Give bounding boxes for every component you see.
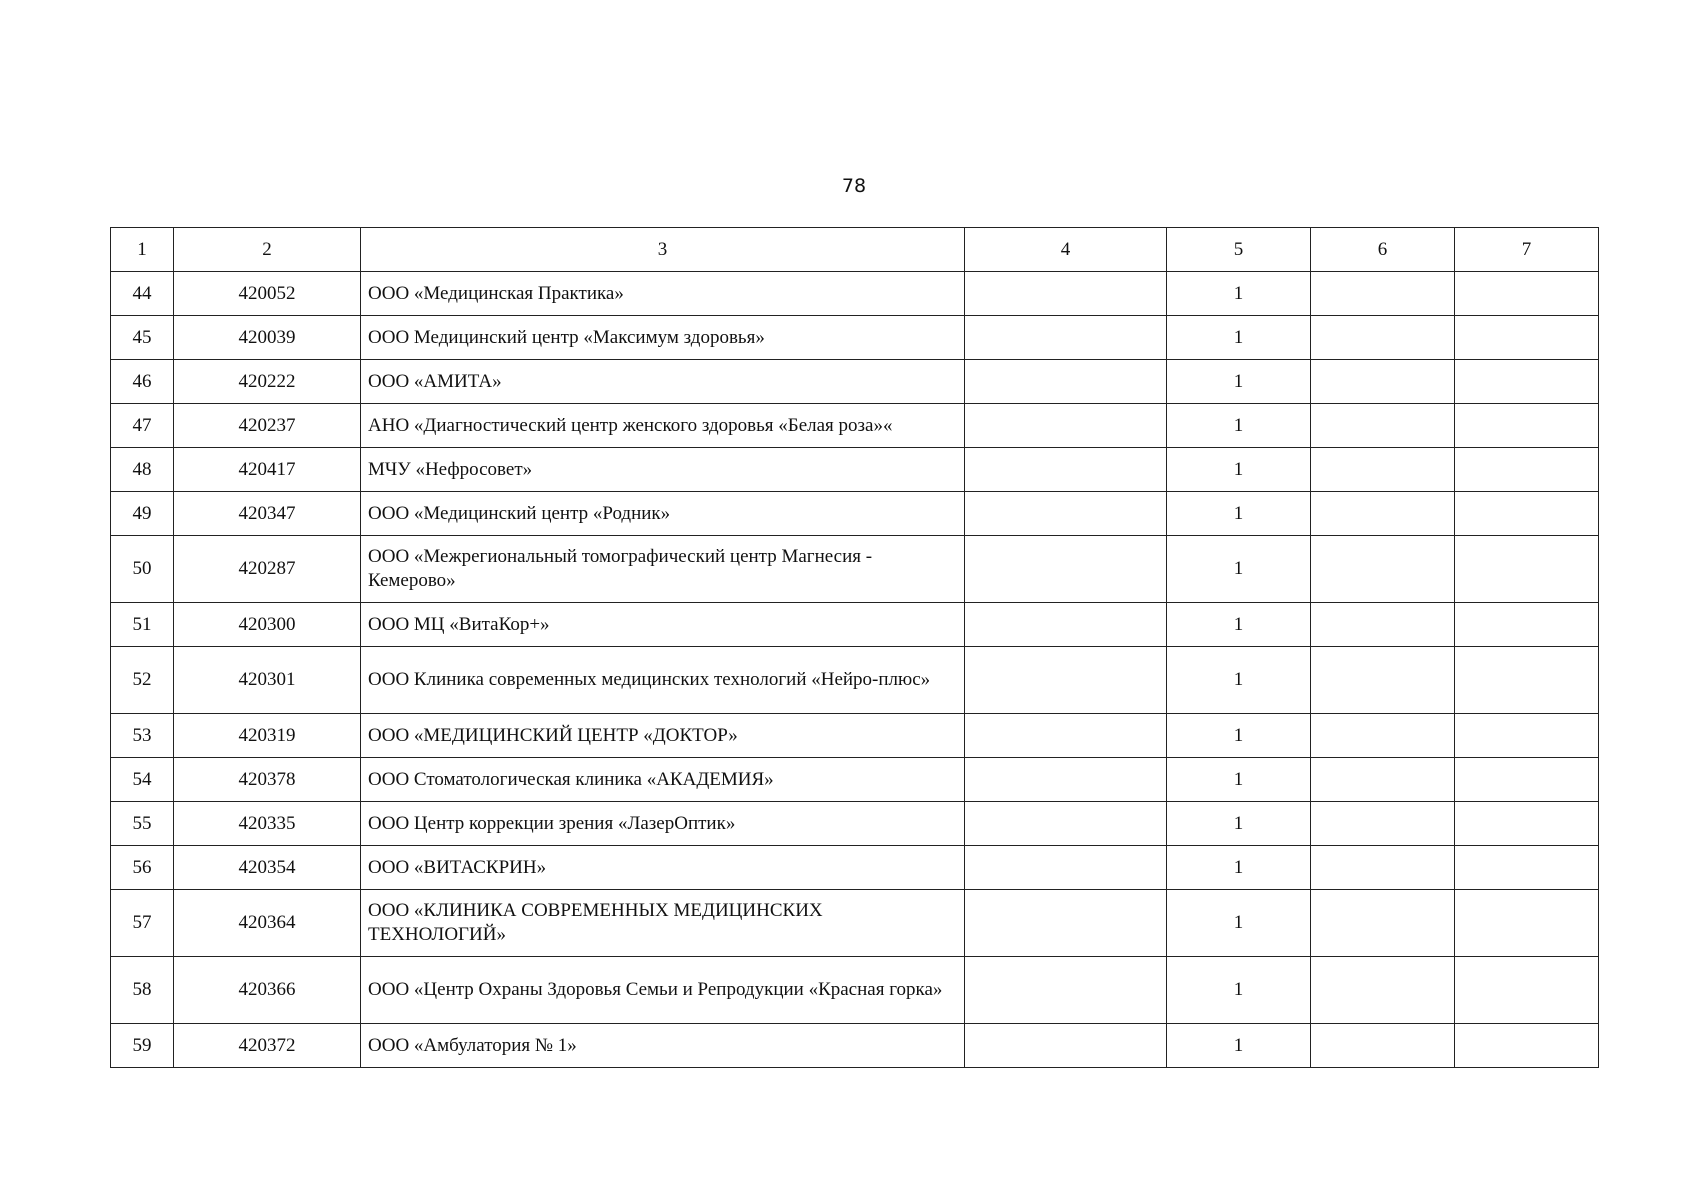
column-5-cell: 1 — [1167, 492, 1311, 536]
row-number-cell: 46 — [111, 360, 174, 404]
column-5-cell: 1 — [1167, 603, 1311, 647]
header-cell-5: 5 — [1167, 228, 1311, 272]
column-6-cell — [1311, 492, 1455, 536]
column-5-cell: 1 — [1167, 404, 1311, 448]
facility-name-cell: МЧУ «Нефросовет» — [361, 448, 965, 492]
column-5-cell: 1 — [1167, 316, 1311, 360]
facility-code-cell: 420301 — [174, 647, 361, 714]
facility-name-cell: ООО «Центр Охраны Здоровья Семьи и Репродукции «Красная горка» — [361, 957, 965, 1024]
facility-code-cell: 420417 — [174, 448, 361, 492]
table-row — [111, 846, 1599, 890]
column-4-cell — [965, 802, 1167, 846]
facility-code-cell: 420319 — [174, 714, 361, 758]
page-number: 78 — [841, 175, 867, 197]
column-7-cell — [1455, 647, 1599, 714]
column-5-cell: 1 — [1167, 714, 1311, 758]
column-4-cell — [965, 603, 1167, 647]
column-6-cell — [1311, 603, 1455, 647]
column-7-cell — [1455, 1024, 1599, 1068]
column-6-cell — [1311, 802, 1455, 846]
column-7-cell — [1455, 802, 1599, 846]
column-7-cell — [1455, 404, 1599, 448]
column-6-cell — [1311, 957, 1455, 1024]
row-number-cell: 55 — [111, 802, 174, 846]
column-4-cell — [965, 360, 1167, 404]
row-number-cell: 47 — [111, 404, 174, 448]
column-4-cell — [965, 404, 1167, 448]
column-4-cell — [965, 492, 1167, 536]
facility-name-cell: ООО Центр коррекции зрения «ЛазерОптик» — [361, 802, 965, 846]
column-6-cell — [1311, 536, 1455, 603]
column-5-cell: 1 — [1167, 272, 1311, 316]
facility-code-cell: 420364 — [174, 890, 361, 957]
column-5-cell: 1 — [1167, 758, 1311, 802]
facility-code-cell: 420366 — [174, 957, 361, 1024]
column-7-cell — [1455, 846, 1599, 890]
row-number-cell: 51 — [111, 603, 174, 647]
facility-name-cell: ООО «Амбулатория № 1» — [361, 1024, 965, 1068]
table-row — [111, 957, 1599, 1024]
column-6-cell — [1311, 404, 1455, 448]
column-7-cell — [1455, 603, 1599, 647]
facility-code-cell: 420039 — [174, 316, 361, 360]
column-7-cell — [1455, 957, 1599, 1024]
facility-code-cell: 420300 — [174, 603, 361, 647]
facility-code-cell: 420378 — [174, 758, 361, 802]
column-7-cell — [1455, 448, 1599, 492]
facility-code-cell: 420372 — [174, 1024, 361, 1068]
column-5-cell: 1 — [1167, 360, 1311, 404]
facility-code-cell: 420052 — [174, 272, 361, 316]
column-6-cell — [1311, 890, 1455, 957]
row-number-cell: 44 — [111, 272, 174, 316]
column-4-cell — [965, 647, 1167, 714]
facility-name-cell: ООО «Медицинская Практика» — [361, 272, 965, 316]
table-row — [111, 272, 1599, 316]
facility-name-cell: ООО Стоматологическая клиника «АКАДЕМИЯ» — [361, 758, 965, 802]
header-cell-2: 2 — [174, 228, 361, 272]
row-number-cell: 59 — [111, 1024, 174, 1068]
column-4-cell — [965, 316, 1167, 360]
table-row — [111, 316, 1599, 360]
column-4-cell — [965, 448, 1167, 492]
column-6-cell — [1311, 758, 1455, 802]
column-4-cell — [965, 272, 1167, 316]
table-row — [111, 714, 1599, 758]
row-number-cell: 58 — [111, 957, 174, 1024]
facility-name-cell: АНО «Диагностический центр женского здоровья «Белая роза»« — [361, 404, 965, 448]
facility-name-cell: ООО МЦ «ВитаКор+» — [361, 603, 965, 647]
facility-code-cell: 420354 — [174, 846, 361, 890]
header-cell-1: 1 — [111, 228, 174, 272]
column-6-cell — [1311, 360, 1455, 404]
table-row — [111, 758, 1599, 802]
row-number-cell: 56 — [111, 846, 174, 890]
column-4-cell — [965, 1024, 1167, 1068]
column-5-cell: 1 — [1167, 846, 1311, 890]
facility-name-cell: ООО Медицинский центр «Максимум здоровья» — [361, 316, 965, 360]
facility-code-cell: 420287 — [174, 536, 361, 603]
facility-name-cell: ООО «МЕДИЦИНСКИЙ ЦЕНТР «ДОКТОР» — [361, 714, 965, 758]
column-5-cell: 1 — [1167, 802, 1311, 846]
table-row — [111, 890, 1599, 957]
column-5-cell: 1 — [1167, 890, 1311, 957]
column-6-cell — [1311, 846, 1455, 890]
facility-code-cell: 420347 — [174, 492, 361, 536]
column-4-cell — [965, 714, 1167, 758]
column-4-cell — [965, 536, 1167, 603]
row-number-cell: 53 — [111, 714, 174, 758]
row-number-cell: 57 — [111, 890, 174, 957]
column-6-cell — [1311, 714, 1455, 758]
column-4-cell — [965, 890, 1167, 957]
facility-code-cell: 420237 — [174, 404, 361, 448]
table-row — [111, 448, 1599, 492]
column-6-cell — [1311, 448, 1455, 492]
header-cell-6: 6 — [1311, 228, 1455, 272]
header-cell-3: 3 — [361, 228, 965, 272]
row-number-cell: 52 — [111, 647, 174, 714]
column-7-cell — [1455, 714, 1599, 758]
table-header-row — [111, 228, 1599, 272]
row-number-cell: 54 — [111, 758, 174, 802]
column-5-cell: 1 — [1167, 957, 1311, 1024]
column-7-cell — [1455, 360, 1599, 404]
column-7-cell — [1455, 316, 1599, 360]
column-6-cell — [1311, 316, 1455, 360]
column-7-cell — [1455, 492, 1599, 536]
table-row — [111, 404, 1599, 448]
row-number-cell: 49 — [111, 492, 174, 536]
facility-name-cell: ООО «АМИТА» — [361, 360, 965, 404]
table-row — [111, 360, 1599, 404]
table-row — [111, 536, 1599, 603]
facility-code-cell: 420222 — [174, 360, 361, 404]
column-5-cell: 1 — [1167, 448, 1311, 492]
column-7-cell — [1455, 536, 1599, 603]
table-row — [111, 1024, 1599, 1068]
column-4-cell — [965, 758, 1167, 802]
facility-name-cell: ООО «Медицинский центр «Родник» — [361, 492, 965, 536]
row-number-cell: 45 — [111, 316, 174, 360]
column-5-cell: 1 — [1167, 1024, 1311, 1068]
facility-name-cell: ООО «Межрегиональный томографический центр Магнесия - Кемерово» — [361, 536, 965, 603]
table-row — [111, 647, 1599, 714]
column-7-cell — [1455, 758, 1599, 802]
facility-name-cell: ООО Клиника современных медицинских технологий «Нейро-плюс» — [361, 647, 965, 714]
facility-code-cell: 420335 — [174, 802, 361, 846]
facility-name-cell: ООО «ВИТАСКРИН» — [361, 846, 965, 890]
row-number-cell: 50 — [111, 536, 174, 603]
column-4-cell — [965, 846, 1167, 890]
facilities-table — [110, 227, 1599, 1068]
column-6-cell — [1311, 647, 1455, 714]
column-6-cell — [1311, 1024, 1455, 1068]
column-5-cell: 1 — [1167, 536, 1311, 603]
table-row — [111, 802, 1599, 846]
table-row — [111, 603, 1599, 647]
table-row — [111, 492, 1599, 536]
column-4-cell — [965, 957, 1167, 1024]
row-number-cell: 48 — [111, 448, 174, 492]
facility-name-cell: ООО «КЛИНИКА СОВРЕМЕННЫХ МЕДИЦИНСКИХ ТЕХНОЛОГИЙ» — [361, 890, 965, 957]
column-6-cell — [1311, 272, 1455, 316]
column-7-cell — [1455, 890, 1599, 957]
header-cell-4: 4 — [965, 228, 1167, 272]
column-7-cell — [1455, 272, 1599, 316]
column-5-cell: 1 — [1167, 647, 1311, 714]
header-cell-7: 7 — [1455, 228, 1599, 272]
